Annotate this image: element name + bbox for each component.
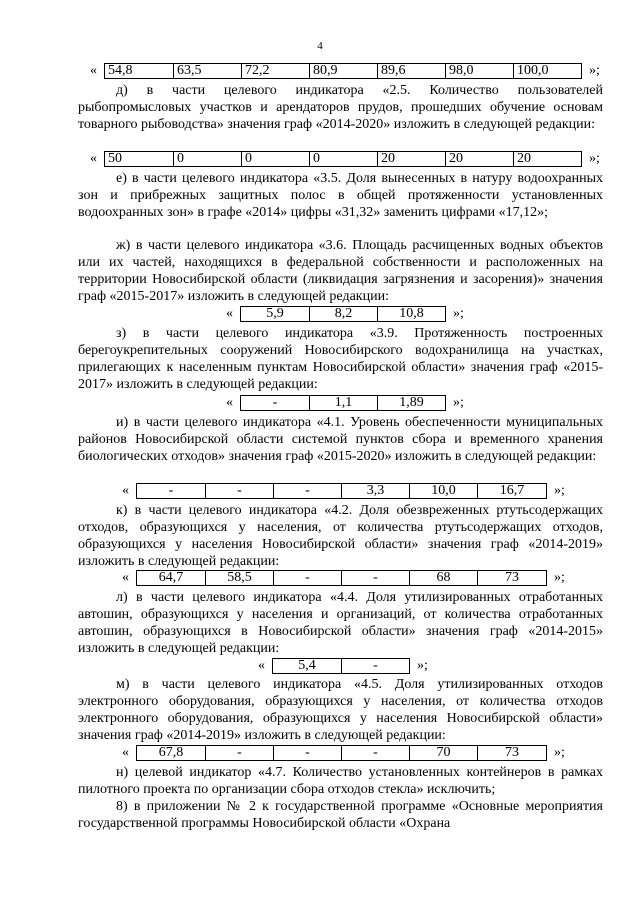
- paragraph-text: н) целевой индикатор «4.7. Количество установленных контейнеров в рамках пилотного проекта по организации сбора отходов стекла» исключить;: [78, 765, 603, 797]
- values-row-5: [122, 483, 565, 499]
- value-cell: 73: [478, 571, 547, 586]
- value-cell: 20: [378, 152, 446, 167]
- value-cell: -: [206, 484, 274, 499]
- value-cell: 0: [242, 152, 310, 167]
- paragraph-e: [78, 170, 603, 221]
- quote-open: «: [226, 306, 233, 321]
- value-cell: 68: [410, 571, 478, 586]
- value-cell: 5,9: [241, 307, 310, 322]
- quote-close: »;: [589, 63, 600, 78]
- value-cell: 0: [310, 152, 378, 167]
- quote-open: «: [122, 745, 129, 760]
- quote-open: «: [258, 658, 265, 673]
- value-cell: -: [206, 746, 274, 761]
- value-cell: 64,7: [137, 571, 206, 586]
- values-table-8: [136, 745, 547, 761]
- value-cell: 63,5: [174, 64, 242, 79]
- value-cell: -: [342, 571, 410, 586]
- value-cell: 58,5: [206, 571, 274, 586]
- value-cell: 1,1: [310, 396, 378, 411]
- paragraph-text: д) в части целевого индикатора «2.5. Количество пользователей рыбопромысловых участков и арендаторов прудов, прошедших обучение основам товарного рыбоводства» значения граф «2014-2020» изложить в следующей редакции:: [78, 83, 603, 132]
- values-row-8: [122, 745, 565, 761]
- value-cell: -: [274, 571, 342, 586]
- values-table-7: [272, 658, 410, 674]
- value-cell: 80,9: [310, 64, 378, 79]
- value-cell: -: [342, 659, 410, 674]
- paragraph-i: [78, 414, 603, 465]
- values-table-6: [136, 570, 547, 586]
- paragraph-text: м) в части целевого индикатора «4.5. Доля утилизированных отходов электронного оборудования, образующихся у населения, от количества отходов электронного оборудования, образующихся у населения Новосибирской области» значения граф «2014-2019» изложить в следующей редакции:: [78, 677, 603, 743]
- paragraph-z: [78, 325, 603, 393]
- value-cell: 10,8: [378, 307, 446, 322]
- value-cell: 67,8: [137, 746, 206, 761]
- paragraph-n: [78, 764, 603, 798]
- value-cell: 89,6: [378, 64, 446, 79]
- value-cell: -: [274, 484, 342, 499]
- paragraph-d: [78, 82, 603, 133]
- value-cell: 98,0: [446, 64, 514, 79]
- page-number: 4: [317, 40, 323, 52]
- quote-open: «: [90, 63, 97, 78]
- paragraph-zh: [78, 237, 603, 305]
- values-row-6: [122, 570, 565, 586]
- value-cell: 8,2: [310, 307, 378, 322]
- value-cell: 1,89: [378, 396, 446, 411]
- value-cell: 5,4: [273, 659, 342, 674]
- values-row-2: [90, 151, 600, 167]
- quote-close: »;: [554, 570, 565, 585]
- quote-open: «: [122, 483, 129, 498]
- quote-close: »;: [554, 483, 565, 498]
- quote-open: «: [122, 570, 129, 585]
- value-cell: 20: [446, 152, 514, 167]
- value-cell: -: [137, 484, 206, 499]
- value-cell: 50: [105, 152, 174, 167]
- value-cell: 10,0: [410, 484, 478, 499]
- paragraph-text: е) в части целевого индикатора «3.5. Доля вынесенных в натуру водоохранных зон и прибрежных защитных полос в общей протяженности установленных водоохранных зон» в графе «2014» цифры «31,32» заменить цифрами «17,12»;: [78, 171, 603, 220]
- values-table-4: [240, 395, 446, 411]
- values-row-4: [226, 395, 464, 411]
- value-cell: -: [342, 746, 410, 761]
- values-row-7: [258, 658, 428, 674]
- paragraph-text: ж) в части целевого индикатора «3.6. Площадь расчищенных водных объектов или их частей, находящихся в федеральной собственности и расположенных на территории Новосибирской области (ликвидация загрязнения и засорения)» значения граф «2015-2017» изложить в следующей редакции:: [78, 238, 603, 304]
- value-cell: 0: [174, 152, 242, 167]
- values-row-1: [90, 63, 600, 79]
- value-cell: 70: [410, 746, 478, 761]
- value-cell: 16,7: [478, 484, 547, 499]
- value-cell: 20: [514, 152, 582, 167]
- paragraph-text: к) в части целевого индикатора «4.2. Доля обезвреженных ртутьсодержащих отходов, образующихся у населения, от количества ртутьсодержащих отходов, образующихся у населения Новосибирской области» значения граф «2014-2019» изложить в следующей редакции:: [78, 503, 603, 569]
- paragraph-8: [78, 798, 603, 832]
- values-row-3: [226, 306, 464, 322]
- value-cell: 72,2: [242, 64, 310, 79]
- value-cell: 100,0: [514, 64, 582, 79]
- paragraph-l: [78, 589, 603, 657]
- quote-close: »;: [554, 745, 565, 760]
- quote-close: »;: [589, 151, 600, 166]
- value-cell: -: [241, 396, 310, 411]
- paragraph-m: [78, 676, 603, 744]
- value-cell: 73: [478, 746, 547, 761]
- quote-open: «: [90, 151, 97, 166]
- paragraph-text: з) в части целевого индикатора «3.9. Протяженность построенных берегоукрепительных сооружений Новосибирского водохранилища на участках, прилегающих к населенным пунктам Новосибирской области» значения граф «2015-2017» изложить в следующей редакции:: [78, 326, 603, 392]
- paragraph-text: и) в части целевого индикатора «4.1. Уровень обеспеченности муниципальных районов Новосибирской области системой пунктов сбора и временного хранения биологических отходов» значения граф «2015-2020» изложить в следующей редакции:: [78, 415, 603, 464]
- values-table-3: [240, 306, 446, 322]
- paragraph-text: л) в части целевого индикатора «4.4. Доля утилизированных отработанных автошин, образующихся у населения и организаций, от количества отработанных автошин, образующихся в Новосибирской области» значения граф «2014-2015» изложить в следующей редакции:: [78, 590, 603, 656]
- values-table-1: [104, 63, 582, 79]
- values-table-2: [104, 151, 582, 167]
- paragraph-text: 8) в приложении № 2 к государственной программе «Основные мероприятия государственной программы Новосибирской области «Охрана: [78, 799, 603, 831]
- quote-open: «: [226, 395, 233, 410]
- quote-close: »;: [453, 306, 464, 321]
- quote-close: »;: [453, 395, 464, 410]
- paragraph-k: [78, 502, 603, 570]
- value-cell: -: [274, 746, 342, 761]
- value-cell: 3,3: [342, 484, 410, 499]
- value-cell: 54,8: [105, 64, 174, 79]
- quote-close: »;: [417, 658, 428, 673]
- values-table-5: [136, 483, 547, 499]
